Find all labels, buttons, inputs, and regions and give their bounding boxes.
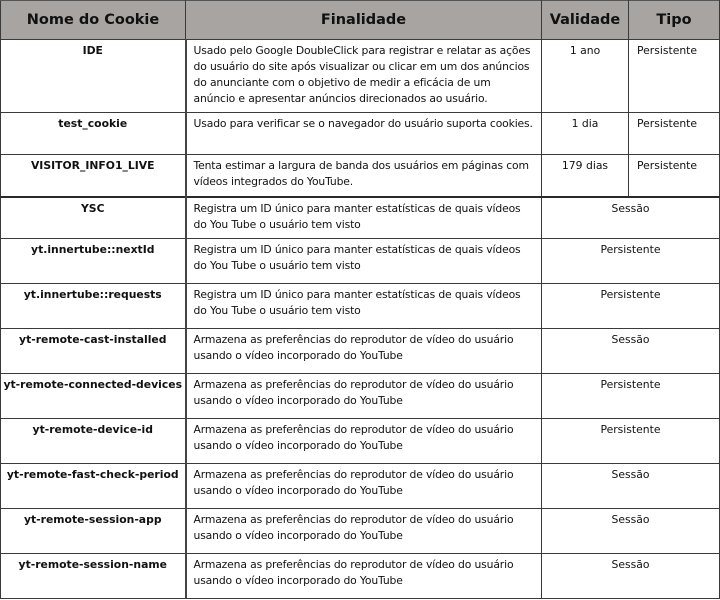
- cookie-purpose: Armazena as preferências do reprodutor de vídeo do usuário usando o vídeo incorporado do YouTube: [186, 464, 542, 509]
- cookie-purpose: Registra um ID único para manter estatísticas de quais vídeos do You Tube o usuário tem visto: [186, 197, 542, 239]
- cookie-type: Sessão: [542, 554, 720, 599]
- table-row: [1, 155, 720, 198]
- cookie-type: Sessão: [542, 509, 720, 554]
- cookie-type: Persistente: [629, 113, 720, 155]
- cookie-type: Persistente: [542, 374, 720, 419]
- cookie-purpose: Tenta estimar a largura de banda dos usuários em páginas com vídeos integrados do YouTube.: [186, 155, 542, 198]
- cookie-type: Persistente: [629, 40, 720, 113]
- table-row: [1, 464, 720, 509]
- cookie-name: yt.innertube::requests: [1, 284, 186, 329]
- table-row: [1, 284, 720, 329]
- cookie-name: yt-remote-fast-check-period: [1, 464, 186, 509]
- cookie-validity: 1 dia: [542, 113, 629, 155]
- cookie-purpose: Armazena as preferências do reprodutor de vídeo do usuário usando o vídeo incorporado do YouTube: [186, 419, 542, 464]
- table-header-row: [1, 1, 720, 40]
- header-cookie-name: Nome do Cookie: [1, 1, 186, 40]
- cookie-name: YSC: [1, 197, 186, 239]
- cookie-name: yt-remote-session-name: [1, 554, 186, 599]
- cookie-validity: 179 dias: [542, 155, 629, 198]
- table-row: [1, 239, 720, 284]
- cookie-name: yt-remote-cast-installed: [1, 329, 186, 374]
- table-row: [1, 554, 720, 599]
- cookie-purpose: Armazena as preferências do reprodutor de vídeo do usuário usando o vídeo incorporado do YouTube: [186, 509, 542, 554]
- cookie-name: IDE: [1, 40, 186, 113]
- cookie-type: Sessão: [542, 329, 720, 374]
- cookie-purpose: Armazena as preferências do reprodutor de vídeo do usuário usando o vídeo incorporado do YouTube: [186, 374, 542, 419]
- cookie-type: Persistente: [542, 239, 720, 284]
- cookie-name: yt-remote-connected-devices: [1, 374, 186, 419]
- table-row: [1, 419, 720, 464]
- table-row: [1, 197, 720, 239]
- table-row: [1, 40, 720, 113]
- header-validity: Validade: [542, 1, 629, 40]
- cookie-type: Persistente: [542, 284, 720, 329]
- cookie-type: Persistente: [542, 419, 720, 464]
- cookie-name: yt-remote-device-id: [1, 419, 186, 464]
- header-purpose: Finalidade: [186, 1, 542, 40]
- cookie-name: yt.innertube::nextId: [1, 239, 186, 284]
- header-type: Tipo: [629, 1, 720, 40]
- table-row: [1, 113, 720, 155]
- cookie-purpose: Usado para verificar se o navegador do usuário suporta cookies.: [186, 113, 542, 155]
- cookie-purpose: Armazena as preferências do reprodutor de vídeo do usuário usando o vídeo incorporado do YouTube: [186, 329, 542, 374]
- table-row: [1, 374, 720, 419]
- cookie-name: test_cookie: [1, 113, 186, 155]
- table-row: [1, 329, 720, 374]
- cookie-purpose: Usado pelo Google DoubleClick para registrar e relatar as ações do usuário do site após visualizar ou clicar em um dos anúncios do anunciante com o objetivo de medir a eficácia de um anúncio e apresentar anúncios direcionados ao usuário.: [186, 40, 542, 113]
- cookie-purpose: Armazena as preferências do reprodutor de vídeo do usuário usando o vídeo incorporado do YouTube: [186, 554, 542, 599]
- cookie-validity: 1 ano: [542, 40, 629, 113]
- cookie-name: yt-remote-session-app: [1, 509, 186, 554]
- cookie-type: Sessão: [542, 197, 720, 239]
- table-row: [1, 509, 720, 554]
- cookie-type: Sessão: [542, 464, 720, 509]
- cookie-name: VISITOR_INFO1_LIVE: [1, 155, 186, 198]
- cookie-type: Persistente: [629, 155, 720, 198]
- cookie-purpose: Registra um ID único para manter estatísticas de quais vídeos do You Tube o usuário tem visto: [186, 284, 542, 329]
- cookie-purpose: Registra um ID único para manter estatísticas de quais vídeos do You Tube o usuário tem visto: [186, 239, 542, 284]
